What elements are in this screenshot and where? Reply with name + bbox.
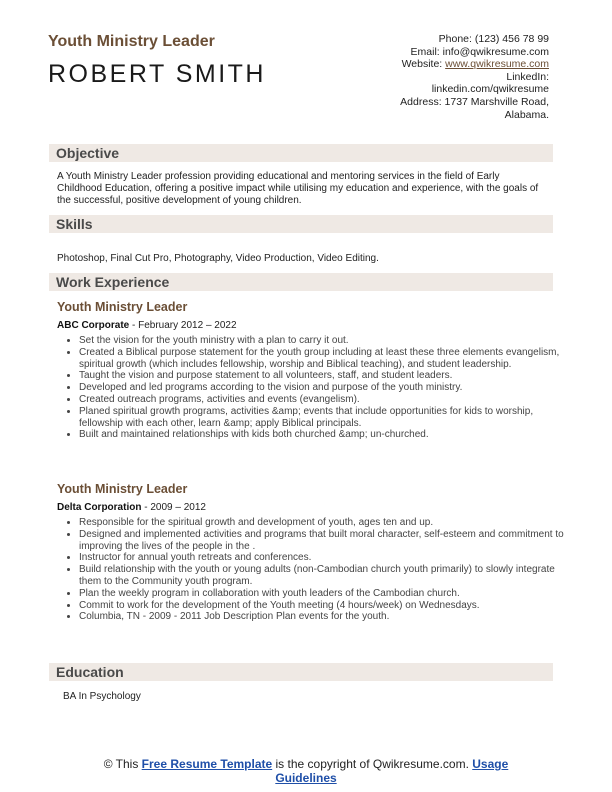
contact-phone: Phone: (123) 456 78 99: [438, 33, 549, 45]
list-item: • Responsible for the spiritual growth and development of youth, ages ten and up.: [79, 517, 569, 529]
skills-text: Photoshop, Final Cut Pro, Photography, Video Production, Video Editing.: [57, 253, 379, 264]
contact-email: Email: info@qwikresume.com: [410, 45, 549, 58]
job-2-dates: - 2009 – 2012: [141, 502, 206, 513]
list-item: • Built and maintained relationships with kids both churched &amp; un-churched.: [79, 429, 569, 441]
list-item: • Created a Biblical purpose statement for the youth group including at least these three elements evangelism, spiritual growth (which includes fellowship, worship and Biblical teaching), and student leadership.: [79, 347, 569, 371]
work-section-header: [49, 273, 553, 291]
skills-section-header: [49, 215, 553, 233]
job-1-company-line: [57, 320, 237, 331]
job-1-company: ABC Corporate: [57, 320, 130, 331]
contact-address-line2: Alabama.: [504, 108, 549, 121]
footer-middle: is the copyright of Qwikresume.com.: [272, 757, 473, 771]
objective-heading: Objective: [56, 145, 120, 161]
list-item: • Commit to work for the development of the Youth meeting (4 hours/week) on Wednesdays.: [79, 600, 569, 612]
job-2-bullets: [63, 517, 569, 623]
work-heading: Work Experience: [56, 274, 170, 290]
list-item: • Set the vision for the youth ministry with a plan to carry it out.: [79, 335, 569, 347]
list-item: • Designed and implemented activities and programs that built moral character, self-esteem and commitment to improving the lives of the people in the .: [79, 529, 569, 553]
website-link[interactable]: www.qwikresume.com: [445, 58, 549, 71]
list-item: • Created outreach programs, activities and events (evangelism).: [79, 394, 569, 406]
candidate-name: ROBERT SMITH: [48, 60, 266, 88]
list-item: • Instructor for annual youth retreats and conferences.: [79, 552, 569, 564]
job-title-heading: Youth Ministry Leader: [48, 33, 215, 50]
job-1-bullets: [63, 335, 569, 441]
job-2-company-line: [57, 502, 206, 513]
free-resume-template-link[interactable]: Free Resume Template: [141, 757, 273, 771]
objective-text: A Youth Ministry Leader profession providing educational and mentoring services in the field of Early Childhood Education, offering a positive impact while utilising my education and experience, with the goals of the successful, positive development of young children.: [57, 171, 539, 206]
education-heading: Education: [56, 664, 124, 680]
contact-block: [289, 33, 549, 121]
contact-address-line1: Address: 1737 Marshville Road,: [400, 95, 549, 108]
contact-website: [289, 58, 549, 71]
education-section-header: [49, 663, 553, 681]
job-1-dates: - February 2012 – 2022: [129, 320, 237, 331]
job-2-title: Youth Ministry Leader: [57, 482, 188, 496]
list-item: • Planed spiritual growth programs, activities &amp; events that include opportunities for kids to worship, fellowship with each other, learn &amp; apply Biblical principals.: [79, 406, 569, 430]
education-text: BA In Psychology: [63, 691, 141, 702]
guidelines-link[interactable]: Guidelines: [275, 771, 337, 785]
usage-link[interactable]: Usage: [472, 757, 509, 771]
objective-section-header: [49, 144, 553, 162]
website-label: Website:: [401, 58, 446, 71]
job-2-company: Delta Corporation: [57, 502, 142, 513]
skills-heading: Skills: [56, 216, 93, 232]
list-item: • Plan the weekly program in collaboration with youth leaders of the Cambodian church.: [79, 588, 569, 600]
footer-prefix: © This: [103, 757, 142, 771]
contact-linkedin-label: LinkedIn:: [506, 70, 549, 83]
footer: [0, 757, 612, 785]
contact-linkedin-value: linkedin.com/qwikresume: [431, 83, 549, 96]
list-item: • Developed and led programs according to the vision and purpose of the youth ministry.: [79, 382, 569, 394]
list-item: • Taught the vision and purpose statement to all volunteers, staff, and student leaders.: [79, 370, 569, 382]
list-item: • Build relationship with the youth or young adults (non-Cambodian church youth primarily) to slowly integrate them to the Community youth program.: [79, 564, 569, 588]
list-item: • Columbia, TN - 2009 - 2011 Job Description Plan events for the youth.: [79, 611, 569, 623]
job-1-title: Youth Ministry Leader: [57, 300, 188, 314]
